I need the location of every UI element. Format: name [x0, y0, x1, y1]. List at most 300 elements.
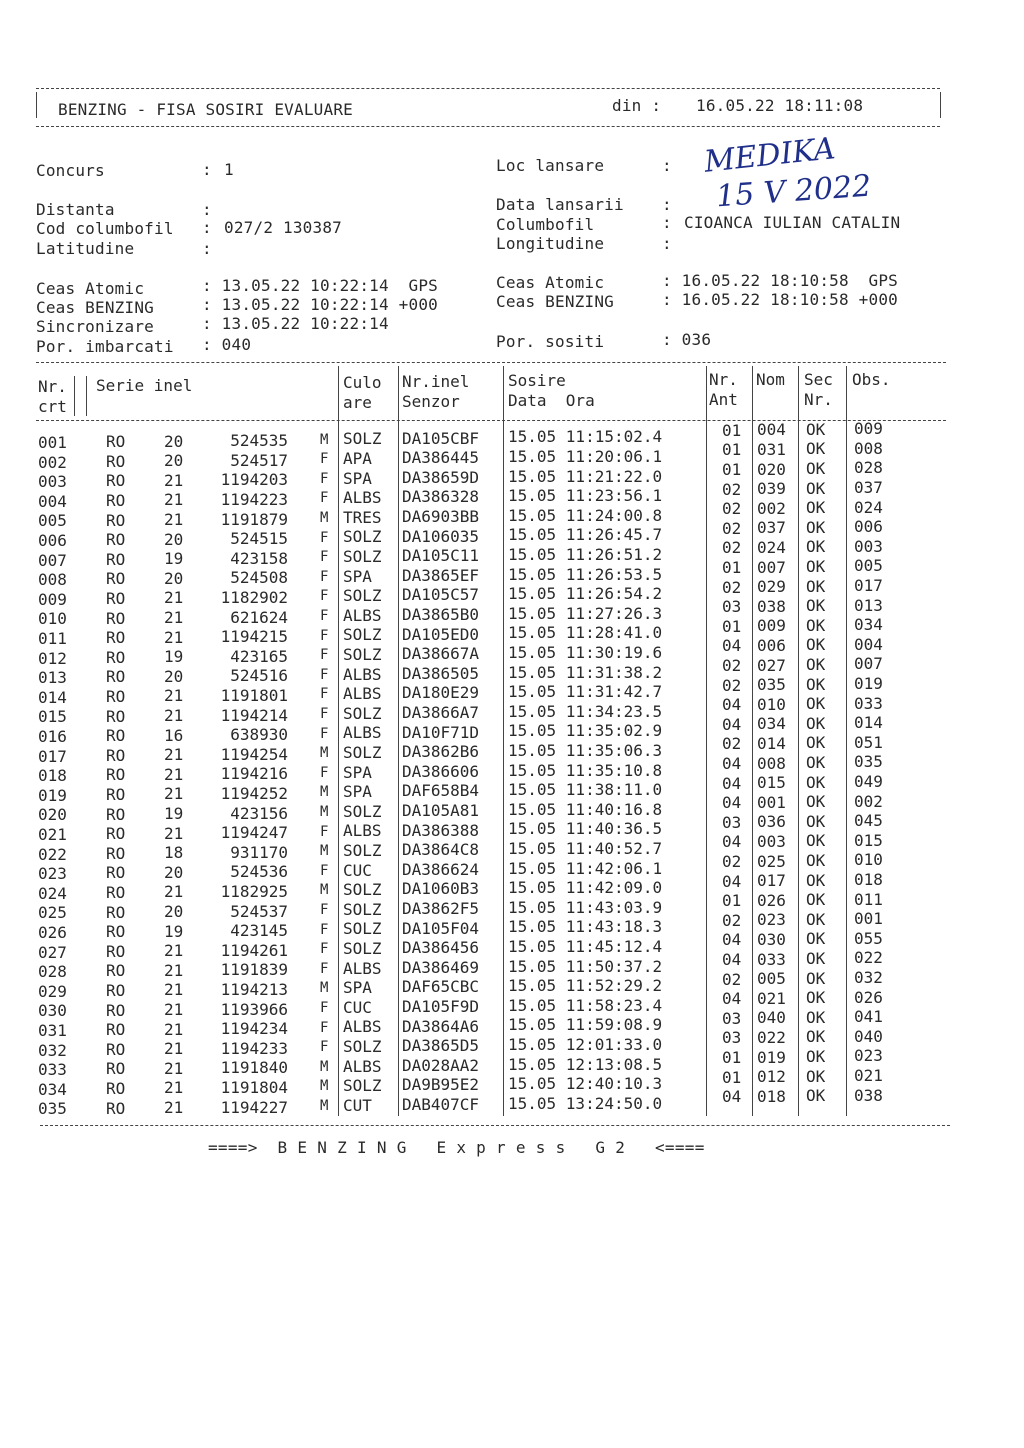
cell-nr-ant: 04	[722, 832, 742, 852]
cell-nr-crt: 002	[38, 452, 67, 472]
cell-obs: 034	[854, 615, 883, 635]
cell-sec: OK	[806, 792, 826, 812]
cell-sensor: DA3864A6	[402, 1016, 480, 1036]
cell-sex: F	[320, 902, 329, 918]
cell-sensor: DA9B95E2	[402, 1075, 480, 1095]
cell-nr-crt: 016	[38, 727, 67, 746]
cell-color: SPA	[343, 468, 372, 488]
cell-color: CUT	[343, 1095, 372, 1115]
cell-country: RO	[106, 491, 126, 510]
cell-nom: 036	[757, 812, 786, 832]
cell-nr-ant: 01	[722, 460, 742, 479]
cell-color: ALBS	[343, 1056, 382, 1076]
cell-country: RO	[106, 981, 126, 1000]
column-line	[846, 366, 847, 1116]
cell-country: RO	[106, 843, 126, 863]
cell-ring: 1194261	[220, 940, 288, 960]
cell-ring: 1194227	[220, 1097, 288, 1117]
columbofil-label: Columbofil	[496, 215, 595, 234]
cell-nr-crt: 029	[38, 981, 67, 1001]
cell-sec: OK	[806, 1027, 826, 1047]
cell-sec: OK	[806, 949, 826, 968]
cell-nom: 003	[757, 832, 786, 851]
cell-obs: 033	[854, 693, 883, 713]
cell-arrival: 15.05 11:31:42.7	[508, 682, 663, 702]
table-top-rule	[36, 362, 946, 363]
cell-obs: 006	[854, 517, 883, 537]
cell-ring: 1194216	[220, 764, 288, 784]
cell-arrival: 15.05 11:26:53.5	[508, 564, 663, 584]
cell-sex: F	[320, 490, 329, 507]
cell-color: SOLZ	[343, 899, 382, 919]
cell-country: RO	[106, 706, 126, 726]
col-header-nr-2: crt	[38, 397, 67, 416]
cell-arrival: 15.05 12:40:10.3	[508, 1074, 663, 1094]
cell-ring: 1194252	[220, 783, 288, 803]
cell-color: SOLZ	[343, 1076, 382, 1096]
cell-obs: 032	[854, 968, 883, 987]
cell-color: ALBS	[343, 821, 382, 841]
cell-year: 18	[164, 843, 184, 863]
cell-nom: 019	[757, 1047, 786, 1067]
col-header-nrant-1: Nr.	[709, 370, 738, 389]
cell-sex: M	[320, 745, 329, 762]
cell-sensor: DA180E29	[402, 683, 480, 703]
cell-nr-ant: 03	[722, 812, 742, 832]
cell-sex: F	[320, 941, 329, 958]
cell-nr-crt: 013	[38, 668, 67, 688]
col-header-obs: Obs.	[852, 370, 891, 389]
cell-country: RO	[106, 1059, 126, 1079]
cell-nom: 024	[757, 538, 786, 557]
cell-sex: F	[320, 549, 329, 566]
cell-ring: 524515	[230, 529, 288, 549]
cell-nr-ant: 03	[722, 597, 742, 617]
cell-color: CUC	[343, 997, 372, 1017]
cell-obs: 055	[854, 928, 883, 948]
cell-obs: 040	[854, 1026, 883, 1046]
latitudine-label: Latitudine	[36, 239, 135, 258]
cell-year: 20	[164, 901, 184, 921]
cell-country: RO	[106, 863, 126, 883]
cell-color: SPA	[343, 566, 372, 586]
cell-ring: 423156	[230, 803, 288, 823]
cell-color: SOLZ	[343, 546, 382, 566]
cell-arrival: 15.05 11:40:52.7	[508, 839, 663, 858]
cell-ring: 1182925	[220, 881, 288, 901]
longitudine-sep: :	[662, 234, 672, 253]
cell-country: RO	[106, 961, 126, 981]
ceas-atomic-left-label: Ceas Atomic	[36, 279, 145, 298]
cell-nom: 034	[757, 714, 786, 734]
cell-nr-crt: 017	[38, 746, 67, 766]
cell-sensor: DA386469	[402, 957, 480, 977]
cell-ring: 1194215	[220, 627, 288, 647]
cell-arrival: 15.05 11:58:23.4	[508, 995, 663, 1015]
cell-nr-crt: 011	[38, 629, 67, 648]
cell-nr-crt: 021	[38, 825, 67, 844]
cell-year: 21	[164, 509, 184, 529]
cell-country: RO	[106, 647, 126, 667]
cell-obs: 051	[854, 732, 883, 752]
cell-nom: 033	[757, 949, 786, 969]
distanta-label: Distanta	[36, 200, 115, 219]
cell-arrival: 15.05 11:31:38.2	[508, 662, 663, 682]
sincronizare-value: : 13.05.22 10:22:14	[202, 314, 389, 333]
cell-sex: F	[320, 1019, 329, 1036]
cell-sex: F	[320, 608, 329, 624]
cell-color: APA	[343, 448, 372, 468]
cell-obs: 041	[854, 1007, 883, 1027]
cell-country: RO	[106, 1020, 126, 1040]
cell-nr-crt: 005	[38, 511, 67, 531]
cell-sex: F	[320, 1039, 329, 1056]
cell-color: SOLZ	[343, 625, 382, 645]
cell-nom: 030	[757, 930, 786, 949]
cell-year: 16	[164, 725, 184, 745]
cell-arrival: 15.05 11:26:54.2	[508, 584, 663, 604]
cell-sensor: DA3862F5	[402, 899, 480, 918]
cell-arrival: 15.05 13:24:50.0	[508, 1093, 663, 1113]
cell-ring: 1194247	[220, 823, 288, 843]
cell-obs: 019	[854, 674, 883, 693]
cell-arrival: 15.05 11:20:06.1	[508, 447, 663, 466]
cell-country: RO	[106, 432, 126, 452]
ceas-atomic-left-value: : 13.05.22 10:22:14 GPS	[202, 276, 438, 295]
cell-sex: F	[320, 451, 329, 468]
column-line	[86, 376, 87, 416]
ceas-benzing-left-value: : 13.05.22 10:22:14 +000	[202, 295, 438, 314]
cell-arrival: 15.05 11:35:10.8	[508, 760, 663, 780]
cell-ring: 524508	[230, 568, 288, 588]
cell-sex: F	[320, 470, 329, 487]
cell-sensor: DAF658B4	[402, 781, 480, 801]
cell-nom: 007	[757, 557, 786, 577]
cell-sec: OK	[806, 498, 826, 518]
cell-sec: OK	[806, 1066, 826, 1086]
sincronizare-label: Sincronizare	[36, 317, 154, 336]
cell-sensor: DA10F71D	[402, 722, 480, 742]
cell-nom: 031	[757, 440, 786, 459]
cell-obs: 038	[854, 1085, 883, 1105]
latitudine-sep: :	[202, 239, 212, 258]
handwritten-date: 15 V 2022	[714, 168, 873, 215]
cell-obs: 037	[854, 478, 883, 497]
cell-ring: 423165	[230, 646, 288, 666]
cell-year: 21	[164, 764, 184, 784]
cell-sec: OK	[806, 811, 826, 831]
cell-country: RO	[106, 451, 126, 471]
cell-year: 21	[164, 823, 184, 843]
cell-nom: 035	[757, 675, 786, 695]
cell-nom: 018	[757, 1086, 786, 1106]
cell-sec: OK	[806, 439, 826, 459]
cell-nom: 023	[757, 910, 786, 930]
cell-sex: F	[320, 764, 329, 781]
cell-ring: 524517	[230, 450, 288, 470]
cell-nr-crt: 030	[38, 1001, 67, 1021]
cell-year: 21	[164, 960, 184, 980]
header-top-rule	[36, 88, 940, 89]
cell-sec: OK	[806, 733, 826, 753]
cell-obs: 014	[854, 713, 883, 733]
cell-nr-ant: 01	[722, 1048, 742, 1067]
cell-arrival: 15.05 11:35:02.9	[508, 721, 663, 741]
cell-nom: 001	[757, 792, 786, 812]
cell-color: SOLZ	[343, 919, 382, 939]
cell-sex: M	[320, 882, 329, 899]
cell-sensor: DAB407CF	[402, 1095, 480, 1114]
cell-color: ALBS	[343, 605, 382, 625]
cell-sec: OK	[806, 1047, 826, 1066]
cell-color: SPA	[343, 978, 372, 998]
cell-country: RO	[106, 1000, 126, 1020]
cell-year: 21	[164, 1097, 184, 1117]
cell-sec: OK	[806, 753, 826, 772]
cell-year: 21	[164, 705, 184, 725]
cell-color: TRES	[343, 507, 382, 527]
col-header-sosire-1: Sosire	[508, 371, 566, 390]
ceas-benzing-right-label: Ceas BENZING	[496, 292, 614, 311]
cell-ring: 1194233	[220, 1038, 288, 1058]
cell-country: RO	[106, 510, 126, 530]
cell-arrival: 15.05 11:40:16.8	[508, 799, 663, 819]
cell-year: 21	[164, 686, 184, 706]
cell-sex: M	[320, 784, 329, 801]
cell-ring: 524516	[230, 666, 288, 686]
cell-nr-crt: 019	[38, 785, 67, 805]
cell-arrival: 15.05 11:50:37.2	[508, 956, 663, 976]
cell-arrival: 15.05 11:15:02.4	[508, 427, 663, 447]
cell-ring: 1191879	[220, 509, 288, 529]
cell-year: 20	[164, 529, 184, 549]
cell-sensor: DA105C11	[402, 546, 480, 566]
cell-country: RO	[106, 608, 126, 628]
cell-ring: 1191804	[220, 1077, 288, 1097]
cell-nr-ant: 02	[722, 734, 742, 754]
cell-year: 21	[164, 745, 184, 765]
handwritten-loc: MEDIKA	[702, 131, 837, 180]
cell-nr-ant: 04	[722, 695, 742, 715]
cell-sec: OK	[806, 870, 826, 890]
cell-sensor: DA105A81	[402, 801, 480, 820]
column-line	[338, 366, 339, 1116]
cell-sex: M	[320, 1078, 329, 1095]
cell-sec: OK	[806, 459, 826, 478]
cell-obs: 045	[854, 811, 883, 831]
cell-nr-crt: 007	[38, 550, 67, 570]
cell-sensor: DA106035	[402, 526, 480, 546]
column-line	[74, 376, 75, 416]
cell-sensor: DA38659D	[402, 467, 480, 487]
cell-sec: OK	[806, 1007, 826, 1027]
cell-nr-ant: 04	[722, 636, 742, 656]
loc-lansare-sep: :	[662, 156, 672, 175]
cell-ring: 1194254	[220, 744, 288, 764]
cell-sensor: DA105ED0	[402, 624, 480, 644]
cell-sex: F	[320, 706, 329, 722]
cell-sec: OK	[806, 596, 826, 616]
cell-country: RO	[106, 902, 126, 922]
cell-nr-crt: 027	[38, 942, 67, 962]
cell-sec: OK	[806, 557, 826, 576]
column-line	[752, 366, 753, 1116]
cell-country: RO	[106, 1098, 126, 1118]
cell-obs: 010	[854, 850, 883, 870]
data-lansarii-label: Data lansarii	[496, 195, 624, 214]
por-sositi-label: Por. sositi	[496, 332, 605, 351]
cell-nr-ant: 02	[722, 538, 742, 558]
cell-country: RO	[106, 530, 126, 550]
cell-year: 20	[164, 862, 184, 882]
cell-nr-ant: 03	[722, 1028, 742, 1048]
column-line	[798, 366, 799, 1116]
cell-sex: M	[320, 510, 329, 526]
cell-year: 21	[164, 470, 184, 490]
cell-year: 21	[164, 1058, 184, 1078]
cell-arrival: 15.05 11:23:56.1	[508, 486, 663, 506]
cell-nr-crt: 003	[38, 472, 67, 492]
cell-nom: 014	[757, 734, 786, 753]
cell-arrival: 15.05 12:01:33.0	[508, 1035, 663, 1054]
cell-ring: 1194214	[220, 705, 288, 725]
cod-columbofil-value: 027/2 130387	[224, 218, 342, 237]
concurs-value: 1	[224, 160, 234, 179]
cell-nom: 020	[757, 459, 786, 479]
ceas-atomic-right-value: : 16.05.22 18:10:58 GPS	[662, 271, 898, 290]
cell-nr-crt: 015	[38, 707, 67, 727]
cell-sensor: DA3865B0	[402, 605, 480, 624]
cell-color: SOLZ	[343, 801, 382, 821]
cell-sensor: DA386388	[402, 820, 480, 840]
cell-country: RO	[106, 765, 126, 785]
cell-nr-crt: 006	[38, 531, 67, 550]
cell-sec: OK	[806, 576, 826, 596]
cell-nr-ant: 02	[722, 518, 742, 538]
cell-ring: 1194203	[220, 470, 288, 490]
cell-nom: 006	[757, 636, 786, 655]
cell-color: SPA	[343, 782, 372, 802]
cell-year: 20	[164, 431, 184, 451]
cell-nr-ant: 01	[722, 1067, 742, 1087]
cell-arrival: 15.05 11:26:51.2	[508, 545, 663, 564]
cell-ring: 423158	[230, 548, 288, 568]
cell-nr-ant: 02	[722, 675, 742, 695]
ceas-benzing-right-value: : 16.05.22 18:10:58 +000	[662, 290, 898, 309]
cell-sensor: DA3865D5	[402, 1036, 480, 1056]
cell-sensor: DA6903BB	[402, 507, 480, 526]
cell-arrival: 15.05 11:35:06.3	[508, 741, 663, 760]
cell-year: 21	[164, 1039, 184, 1059]
cell-year: 19	[164, 549, 184, 569]
cell-nom: 005	[757, 969, 786, 989]
cell-sec: OK	[806, 517, 826, 537]
header-bottom-rule	[36, 126, 940, 127]
cell-ring: 621624	[230, 607, 288, 627]
cell-nom: 038	[757, 596, 786, 616]
cell-color: SOLZ	[343, 742, 382, 762]
cell-arrival: 15.05 11:38:11.0	[508, 780, 663, 800]
cell-sensor: DA386606	[402, 761, 480, 781]
cell-sex: M	[320, 804, 329, 820]
cell-arrival: 15.05 12:13:08.5	[508, 1054, 663, 1074]
cell-color: SOLZ	[343, 644, 382, 664]
cell-country: RO	[106, 785, 126, 804]
cell-year: 21	[164, 607, 184, 627]
cell-arrival: 15.05 11:21:22.0	[508, 466, 663, 486]
cell-nr-ant: 02	[722, 656, 742, 675]
cell-arrival: 15.05 11:42:09.0	[508, 878, 663, 898]
distanta-sep: :	[202, 200, 212, 219]
cell-nr-ant: 01	[722, 616, 742, 636]
cell-sex: F	[320, 686, 329, 703]
cell-color: ALBS	[343, 664, 382, 684]
cell-year: 19	[164, 647, 184, 667]
cell-nr-ant: 01	[722, 420, 742, 440]
cell-nr-ant: 02	[722, 852, 742, 871]
cell-country: RO	[106, 569, 126, 589]
cell-arrival: 15.05 11:27:26.3	[508, 603, 663, 623]
cell-sex: F	[320, 725, 329, 742]
cell-obs: 007	[854, 654, 883, 674]
cell-sex: F	[320, 823, 329, 840]
cell-sex: M	[320, 431, 329, 448]
cell-sec: OK	[806, 968, 826, 988]
cell-obs: 002	[854, 791, 883, 811]
cell-color: SOLZ	[343, 840, 382, 860]
cell-sec: OK	[806, 419, 826, 439]
cell-color: SOLZ	[343, 586, 382, 606]
cell-nom: 040	[757, 1008, 786, 1028]
cell-nr-ant: 01	[722, 891, 742, 911]
cell-sensor: DA105CBF	[402, 428, 480, 448]
cell-obs: 017	[854, 576, 883, 595]
cell-sensor: DA3866A7	[402, 703, 480, 722]
col-header-nrinel-1: Nr.inel	[402, 372, 470, 391]
cell-ring: 423145	[230, 921, 288, 941]
cell-country: RO	[106, 549, 126, 569]
cell-arrival: 15.05 11:40:36.5	[508, 819, 663, 839]
cell-sec: OK	[806, 772, 826, 792]
cell-nom: 037	[757, 518, 786, 538]
cell-obs: 028	[854, 458, 883, 478]
cell-nr-crt: 010	[38, 609, 67, 629]
cell-country: RO	[106, 941, 126, 961]
cell-sensor: DA386624	[402, 859, 480, 879]
cell-color: ALBS	[343, 958, 382, 978]
cell-sec: OK	[806, 831, 826, 851]
cell-obs: 026	[854, 987, 883, 1007]
cell-nr-crt: 028	[38, 962, 67, 982]
cell-year: 21	[164, 941, 184, 961]
cell-nr-crt: 008	[38, 570, 67, 590]
cell-country: RO	[106, 687, 126, 706]
cell-country: RO	[106, 1079, 126, 1098]
por-sositi-value: : 036	[662, 330, 712, 349]
cell-nr-crt: 012	[38, 648, 67, 668]
cell-sec: OK	[806, 988, 826, 1008]
cell-sensor: DA386328	[402, 487, 480, 507]
table-bottom-rule	[40, 1125, 950, 1126]
col-header-nrinel-2: Senzor	[402, 392, 460, 411]
cell-nr-crt: 018	[38, 766, 67, 786]
header-right-bar	[940, 92, 941, 118]
cell-sex: M	[320, 843, 329, 860]
cell-country: RO	[106, 922, 126, 942]
cell-nr-crt: 022	[38, 844, 67, 864]
cell-sec: OK	[806, 929, 826, 949]
col-header-nr-1: Nr.	[38, 377, 67, 396]
